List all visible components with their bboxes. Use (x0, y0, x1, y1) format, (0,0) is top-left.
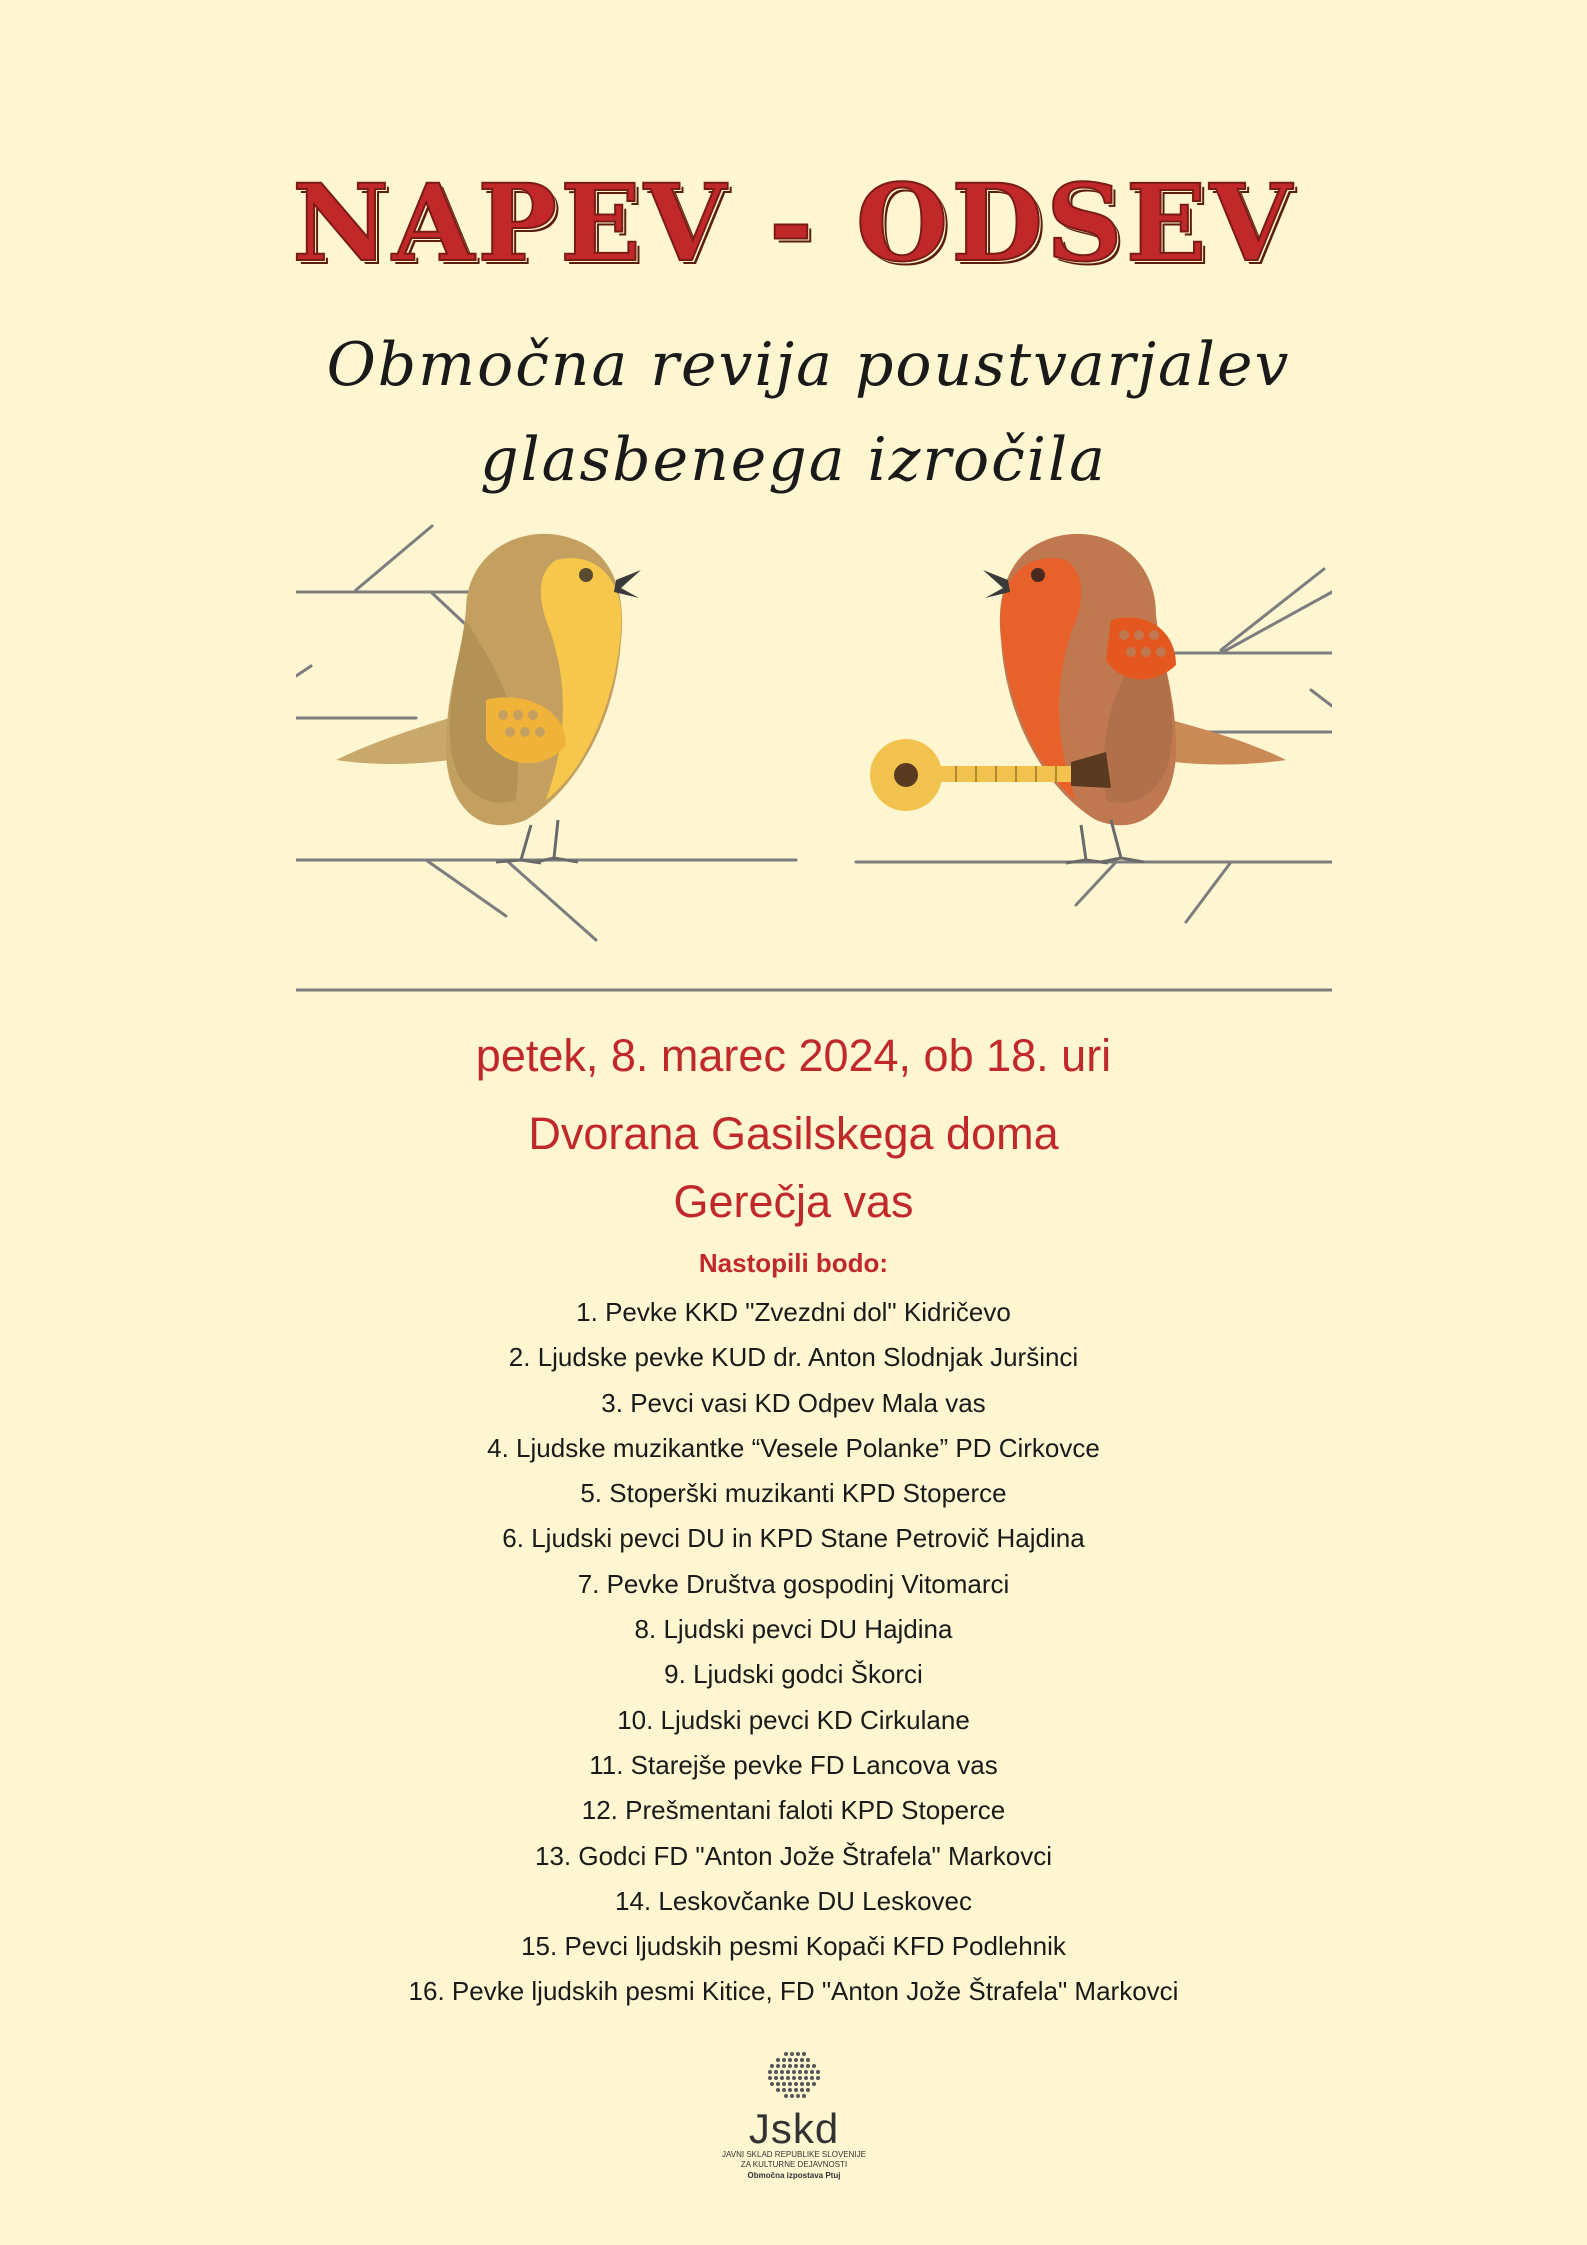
logo-name: Jskd (748, 2105, 840, 2152)
event-title: NAPEV - ODSEV (292, 160, 1295, 285)
event-subtitle-line1: Območna revija poustvarjalev (326, 330, 1291, 400)
performer-item: 12. Prešmentani faloti KPD Stoperce (581, 1795, 1006, 1826)
performer-item: 11. Starejše pevke FD Lancova vas (589, 1749, 998, 1780)
performer-item: 13. Godci FD "Anton Jože Štrafela" Markovci (534, 1840, 1052, 1871)
event-date: petek, 8. marec 2024, ob 18. uri (475, 1030, 1112, 1081)
performer-item: 3. Pevci vasi KD Odpev Mala vas (601, 1387, 986, 1418)
performer-item: 4. Ljudske muzikantke “Vesele Polanke” PD Cirkovce (487, 1432, 1100, 1463)
logo-office: Območna izpostava Ptuj (747, 2171, 841, 2180)
venue-name: Dvorana Gasilskega doma (528, 1108, 1059, 1159)
performer-item: 6. Ljudski pevci DU in KPD Stane Petrovič Hajdina (502, 1523, 1085, 1554)
birds-illustration (296, 470, 1332, 1010)
performer-item: 9. Ljudski godci Škorci (664, 1659, 923, 1690)
performer-item: 16. Pevke ljudskih pesmi Kitice, FD "Anton Jože Štrafela" Markovci (408, 1976, 1179, 2007)
performer-item: 10. Ljudski pevci KD Cirkulane (617, 1704, 970, 1735)
event-subtitle-line2: glasbenega izročila (480, 425, 1107, 495)
performers-heading: Nastopili bodo: (698, 1248, 889, 1278)
venue-location: Gerečja vas (673, 1176, 914, 1227)
performer-item: 14. Leskovčanke DU Leskovec (615, 1885, 972, 1916)
performer-item: 15. Pevci ljudskih pesmi Kopači KFD Podlehnik (521, 1931, 1066, 1962)
left-bird (336, 534, 641, 863)
right-bird (870, 534, 1286, 863)
logo-line1: JAVNI SKLAD REPUBLIKE SLOVENIJE (722, 2150, 866, 2159)
performer-item: 8. Ljudski pevci DU Hajdina (634, 1614, 953, 1645)
logo-dots-icon (764, 2050, 824, 2106)
performer-item: 7. Pevke Društva gospodinj Vitomarci (577, 1568, 1010, 1599)
logo-line2: ZA KULTURNE DEJAVNOSTI (740, 2160, 848, 2169)
performer-item: 2. Ljudske pevke KUD dr. Anton Slodnjak Juršinci (508, 1342, 1079, 1373)
jskd-logo (694, 2050, 894, 2230)
performer-item: 5. Stoperški muzikanti KPD Stoperce (580, 1478, 1007, 1509)
performer-item: 1. Pevke KKD "Zvezdni dol" Kidričevo (576, 1297, 1011, 1327)
performers-list (0, 1290, 1587, 2015)
